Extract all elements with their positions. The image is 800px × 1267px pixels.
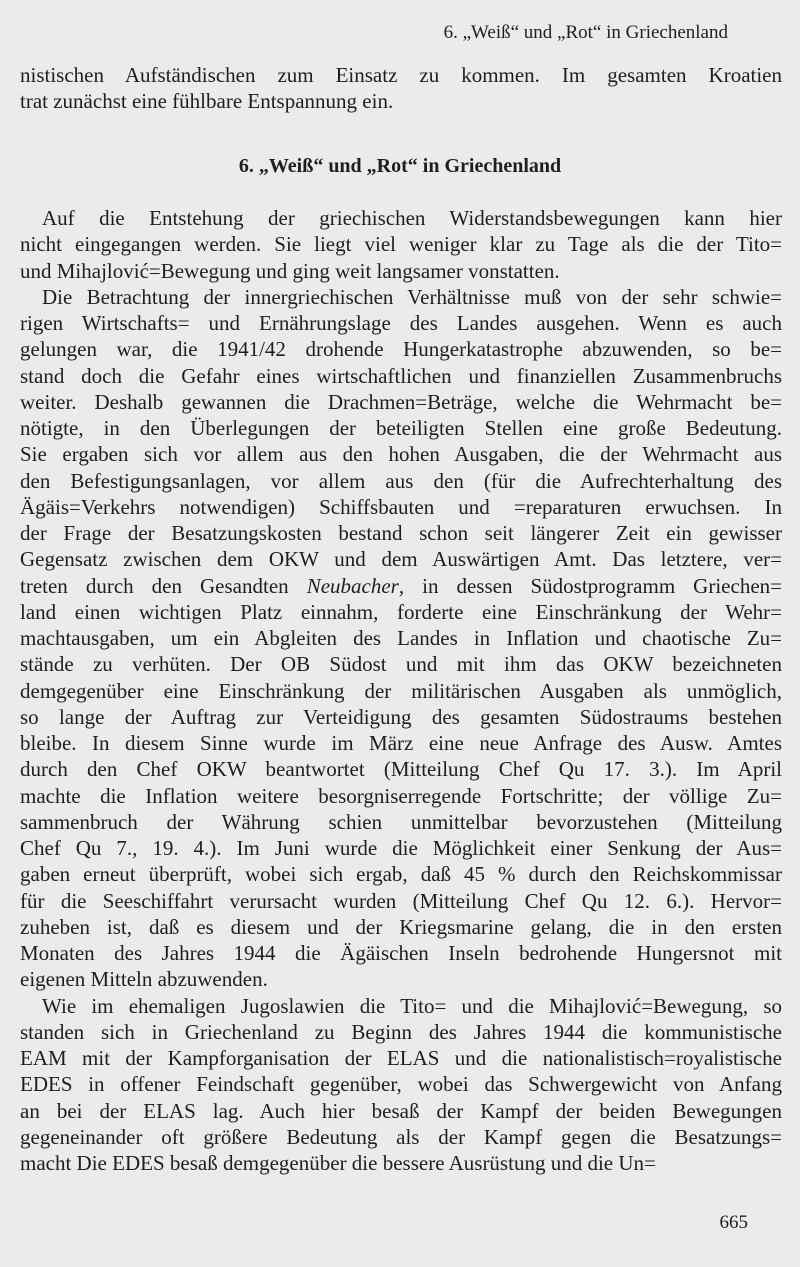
text-line: Auf die Entstehung der griechischen Widerstandsbewegungen kann hier — [42, 206, 782, 230]
text-line: gaben erneut überprüft, wobei sich ergab, daß 45 % durch den Reichskommissar — [20, 862, 782, 887]
text-line: weiter. Deshalb gewannen die Drachmen=Beträge, welche die Wehrmacht be= — [20, 389, 782, 414]
text-line: stände zu verhüten. Der OB Südost und mit ihm das OKW bezeichneten — [20, 652, 782, 677]
text-line: durch den Chef OKW beantwortet (Mitteilung Chef Qu 17. 3.). Im April — [20, 757, 782, 782]
paragraph — [20, 284, 782, 993]
text-line: Monaten des Jahres 1944 die Ägäischen Inseln bedrohende Hungersnot mit — [20, 941, 782, 965]
text-line: machte die Inflation weitere besorgniserregende Fortschritte; der völlige Zu= — [20, 783, 782, 808]
text-line: nicht eingegangen werden. Sie liegt viel weniger klar zu Tage als die der Tito= — [20, 232, 782, 257]
text-line: bleibe. In diesem Sinne wurde im März eine neue Anfrage des Ausw. Amtes — [20, 731, 782, 755]
carryover-text — [20, 62, 782, 115]
text-line: Sie ergaben sich vor allem aus den hohen Ausgaben, die der Wehrmacht aus — [20, 442, 782, 467]
text-line: stand doch die Gefahr eines wirtschaftlichen und finanziellen Zusammenbruchs — [20, 363, 782, 388]
text-line: zuheben ist, daß es diesem und der Kriegsmarine gelang, die in den ersten — [20, 914, 782, 939]
text-line: demgegenüber eine Einschränkung der militärischen Ausgaben als unmöglich, — [20, 678, 782, 703]
text-line: nötigte, in den Überlegungen der beteiligten Stellen eine große Bedeutung. — [20, 416, 782, 440]
text-line: den Befestigungsanlagen, vor allem aus den (für die Aufrechterhaltung des — [20, 468, 782, 493]
text-line: rigen Wirtschafts= und Ernährungslage des Landes ausgehen. Wenn es auch — [20, 311, 782, 335]
text-line: machtausgaben, um ein Abgleiten des Landes in Inflation und chaotische Zu= — [20, 626, 782, 650]
text-line: gelungen war, die 1941/42 drohende Hungerkatastrophe abzuwenden, so be= — [20, 337, 782, 362]
text-line: Chef Qu 7., 19. 4.). Im Juni wurde die Möglichkeit einer Senkung der Aus= — [20, 836, 782, 860]
text-line: Wie im ehemaligen Jugoslawien die Tito= und die Mihajlović=Bewegung, so — [42, 993, 782, 1018]
page-number: 665 — [719, 1212, 748, 1233]
italic-name: Neubacher — [306, 573, 399, 598]
text-line: eigenen Mitteln abzuwenden. — [20, 967, 268, 992]
text-line: sammenbruch der Währung schien unmittelbar bevorzustehen (Mitteilung — [20, 809, 782, 834]
text-line: standen sich in Griechenland zu Beginn des Jahres 1944 die kommunistische — [20, 1019, 782, 1044]
running-head: 6. „Weiß“ und „Rot“ in Griechenland — [443, 22, 728, 43]
text-line: macht Die EDES besaß demgegenüber die bessere Ausrüstung und die Un= — [20, 1151, 656, 1175]
text-line: so lange der Auftrag zur Verteidigung des gesamten Südostraums bestehen — [20, 704, 782, 729]
text-line: EDES in offener Feindschaft gegenüber, wobei das Schwergewicht von Anfang — [20, 1072, 782, 1097]
text-line: gegeneinander oft größere Bedeutung als der Kampf gegen die Besatzungs= — [20, 1124, 782, 1149]
text-line: für die Seeschiffahrt verursacht wurden (Mitteilung Chef Qu 12. 6.). Hervor= — [20, 888, 782, 913]
text-segment: , in dessen Südostprogramm Griechen= — [398, 573, 782, 598]
text-line: Gegensatz zwischen dem OKW und dem Auswärtigen Amt. Das letztere, ver= — [20, 547, 782, 572]
text-line: trat zunächst eine fühlbare Entspannung ein. — [20, 89, 394, 114]
text-line: Ägäis=Verkehrs notwendigen) Schiffsbauten und =reparaturen erwuchsen. In — [20, 494, 782, 519]
text-line — [20, 573, 782, 599]
paragraph — [20, 205, 782, 284]
body-text — [20, 205, 782, 1176]
text-line: an bei der ELAS lag. Auch hier besaß der Kampf der beiden Bewegungen — [20, 1098, 782, 1123]
text-segment: treten durch den Gesandten — [20, 573, 307, 598]
section-heading: 6. „Weiß“ und „Rot“ in Griechenland — [238, 155, 562, 177]
text-line: Die Betrachtung der innergriechischen Verhältnisse muß von der sehr schwie= — [42, 284, 782, 309]
text-line: land einen wichtigen Platz einnahm, forderte eine Einschränkung der Wehr= — [20, 599, 782, 624]
text-line: und Mihajlović=Bewegung und ging weit langsamer vonstatten. — [20, 258, 560, 283]
text-line: der Frage der Besatzungskosten bestand schon seit längerer Zeit ein gewisser — [20, 521, 782, 545]
text-line: nistischen Aufständischen zum Einsatz zu kommen. Im gesamten Kroatien — [20, 63, 782, 87]
text-line: EAM mit der Kampforganisation der ELAS und die nationalistisch=royalistische — [20, 1046, 782, 1070]
paragraph — [20, 993, 782, 1177]
